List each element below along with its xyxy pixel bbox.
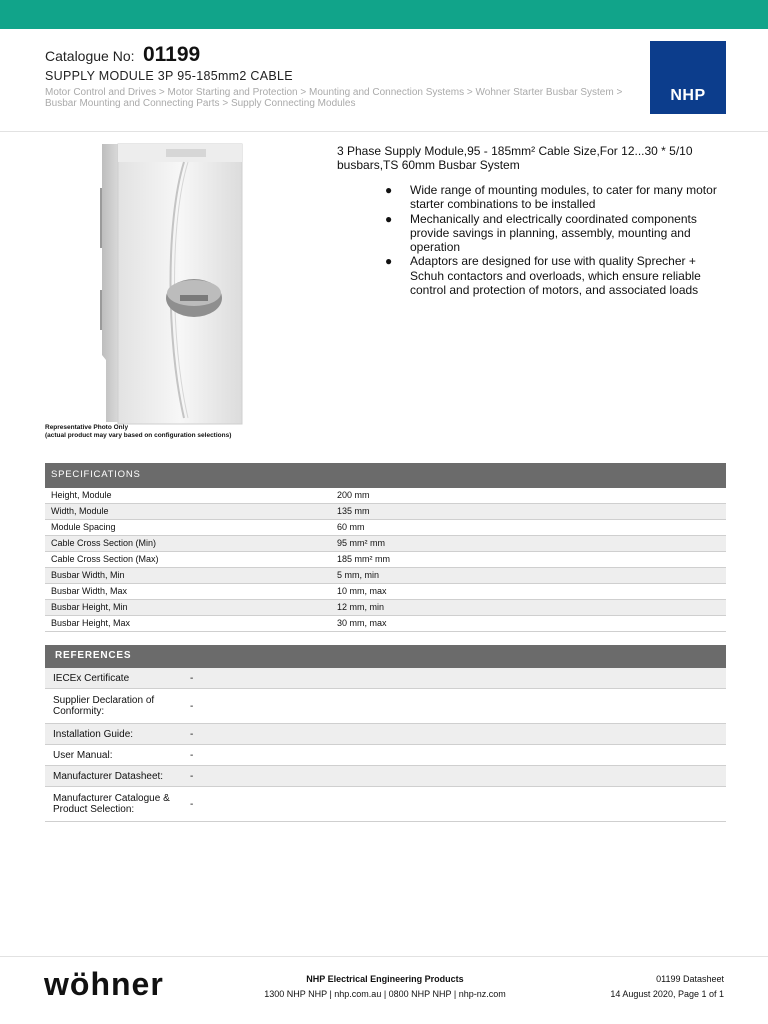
reference-label: Installation Guide: <box>53 728 134 740</box>
spec-label: Busbar Height, Min <box>51 602 128 612</box>
footer-contacts: 1300 NHP NHP | nhp.com.au | 0800 NHP NHP | nhp-nz.com <box>264 989 506 999</box>
reference-label: Supplier Declaration of Conformity: <box>53 695 155 717</box>
feature-text: Mechanically and electrically coordinated components provide savings in planning, assembly, mounting and operation <box>410 211 697 255</box>
reference-row <box>45 787 726 822</box>
spec-value: 10 mm, max <box>337 586 387 596</box>
datasheet-header <box>0 29 768 131</box>
spec-row <box>45 488 726 504</box>
spec-row <box>45 520 726 536</box>
reference-row <box>45 689 726 724</box>
photo-caption-line2: (actual product may vary based on configuration selections) <box>45 432 232 439</box>
spec-label: Cable Cross Section (Max) <box>51 554 159 564</box>
bullet-icon: ● <box>385 254 393 269</box>
footer-contact <box>220 972 550 1002</box>
spec-label: Busbar Width, Max <box>51 586 128 596</box>
spec-label: Busbar Height, Max <box>51 618 131 628</box>
footer-doc-info <box>560 972 724 1002</box>
reference-row <box>45 766 726 787</box>
spec-label: Cable Cross Section (Min) <box>51 538 157 548</box>
reference-row <box>45 724 726 745</box>
spec-label: Busbar Width, Min <box>51 570 125 580</box>
spec-value: 30 mm, max <box>337 618 387 628</box>
spec-label: Height, Module <box>51 490 112 500</box>
spec-row <box>45 552 726 568</box>
feature-item <box>385 254 730 297</box>
reference-value: - <box>190 672 194 684</box>
feature-list <box>385 183 730 297</box>
wohner-logo: wöhner <box>44 966 164 1002</box>
bullet-icon: ● <box>385 211 393 226</box>
spec-value: 12 mm, min <box>337 602 385 612</box>
spec-value: 5 mm, min <box>337 570 380 580</box>
spec-row <box>45 600 726 616</box>
spec-value: 200 mm <box>337 490 370 500</box>
nhp-logo-text: NHP <box>670 87 706 104</box>
spec-row <box>45 616 726 632</box>
references-header: REFERENCES <box>45 645 726 668</box>
references-table <box>45 668 726 822</box>
feature-text: Wide range of mounting modules, to cater for many motor starter combinations to be installed <box>410 183 717 212</box>
feature-item <box>385 212 730 255</box>
spec-value: 135 mm <box>337 506 370 516</box>
top-accent-bar <box>0 0 768 29</box>
reference-label: IECEx Certificate <box>53 672 130 684</box>
catalogue-line <box>45 43 200 67</box>
reference-value: - <box>190 700 194 712</box>
reference-row <box>45 745 726 766</box>
specifications-header: SPECIFICATIONS <box>45 463 726 488</box>
photo-caption <box>45 424 231 440</box>
spec-row <box>45 584 726 600</box>
specifications-table <box>45 488 726 632</box>
spec-label: Width, Module <box>51 506 109 516</box>
reference-row <box>45 668 726 689</box>
feature-text: Adaptors are designed for use with quality Sprecher + Schuh contactors and overloads, which ensure reliable control and protection of motors, and associated loads <box>410 254 701 298</box>
reference-value: - <box>190 770 194 782</box>
catalogue-label: Catalogue No: <box>45 48 135 64</box>
footer-doc-date: 14 August 2020, Page 1 of 1 <box>610 989 724 999</box>
footer-doc-title: 01199 Datasheet <box>656 974 724 984</box>
spec-value: 60 mm <box>337 522 365 532</box>
reference-value: - <box>190 749 194 761</box>
catalogue-number: 01199 <box>142 43 201 66</box>
header-divider <box>0 131 768 132</box>
spec-value: 185 mm² mm <box>337 554 391 564</box>
spec-row <box>45 536 726 552</box>
spec-row <box>45 568 726 584</box>
reference-value: - <box>190 728 194 740</box>
breadcrumb: Motor Control and Drives > Motor Starting and Protection > Mounting and Connection Systems > Wohner Starter Busbar System > Busbar Mounting and Connecting Parts > Supply Connecting Modules <box>45 87 623 109</box>
product-title: SUPPLY MODULE 3P 95-185mm2 CABLE <box>45 69 293 83</box>
footer-company: NHP Electrical Engineering Products <box>306 974 464 984</box>
photo-caption-line1: Representative Photo Only <box>45 424 129 431</box>
feature-item <box>385 183 730 212</box>
reference-value: - <box>190 798 194 810</box>
spec-value: 95 mm² mm <box>337 538 385 548</box>
reference-label: User Manual: <box>53 749 113 761</box>
spec-row <box>45 504 726 520</box>
nhp-logo <box>650 41 726 114</box>
bullet-icon: ● <box>385 183 393 197</box>
product-photo <box>96 140 246 425</box>
product-description: 3 Phase Supply Module,95 - 185mm² Cable Size,For 12...30 * 5/10 busbars,TS 60mm Busbar System <box>337 144 693 172</box>
spec-label: Module Spacing <box>51 522 116 532</box>
footer-divider <box>0 956 768 957</box>
reference-label: Manufacturer Catalogue & Product Selection: <box>53 793 170 815</box>
reference-label: Manufacturer Datasheet: <box>53 770 164 782</box>
